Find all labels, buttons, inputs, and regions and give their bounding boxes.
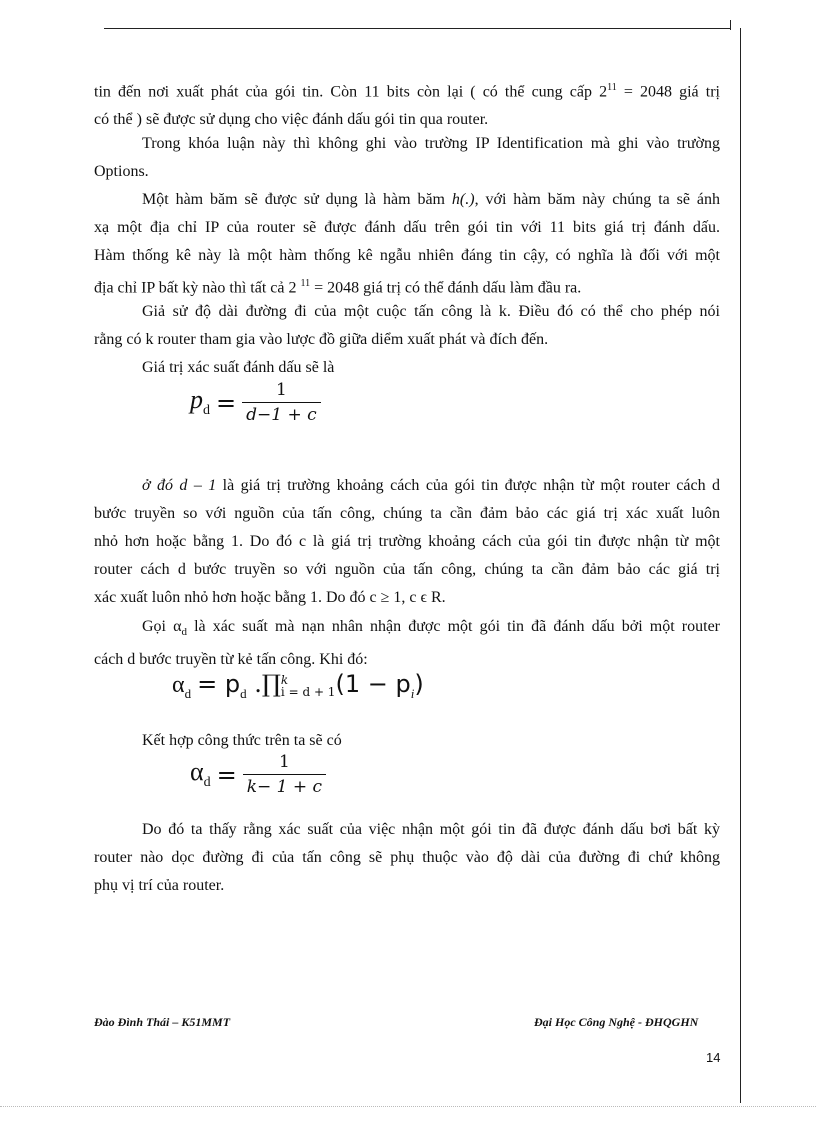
footer-author: Đào Đình Thái – K51MMT: [94, 1015, 231, 1029]
paragraph-8: [94, 727, 720, 755]
eq-equals: =: [216, 388, 237, 417]
text-line: có thể ) sẽ được sử dụng cho việc đánh dấu gói tin qua router.: [94, 111, 489, 129]
text-line: xạ một địa chỉ IP của router sẽ được đánh dấu trên gói tin với 11 bits giá trị đánh dấu.: [94, 219, 720, 236]
text-line: nhỏ hơn hoặc bằng 1. Do đó c là giá trị trường khoảng cách của gói tin được nhận từ một: [94, 533, 720, 550]
text-line: rằng có k router tham gia vào lược đồ giữa diểm xuất phát và đích đến.: [94, 331, 549, 348]
page-frame-top: [104, 28, 730, 29]
paragraph-7: [94, 613, 720, 674]
page-frame-corner: [730, 20, 731, 30]
paragraph-2: [94, 130, 720, 186]
text-line: Một hàm băm sẽ được sử dụng là hàm băm h(.), với hàm băm này chúng ta sẽ ánh: [142, 191, 720, 208]
paragraph-9: [94, 816, 720, 900]
paragraph-1: [94, 74, 720, 134]
text-line: router nào dọc đường đi của tấn công sẽ phụ thuộc vào độ dài của đường đi chứ không: [94, 849, 720, 866]
text-line: địa chỉ IP bất kỳ nào thì tất cả 2 $^{11}$ = 2048 giá trị có thể đánh dấu làm đầu ra.: [94, 278, 582, 297]
text-line: Options.: [94, 163, 149, 180]
paragraph-3: [94, 186, 720, 302]
text-line: ở đó d – 1 là giá trị trường khoảng cách của gói tin được nhận từ một router cách d: [142, 477, 720, 494]
eq-fraction: $\frac{1}{k- 1 + c}$: [243, 752, 326, 797]
eq-lhs: $p_d$: [190, 385, 210, 419]
page-bottom-divider: [0, 1106, 816, 1107]
paragraph-6: [94, 472, 720, 612]
text-line: phụ vị trí của router.: [94, 877, 225, 894]
text-line: Giá trị xác suất đánh dấu sẽ là: [142, 359, 335, 376]
page-frame-right: [740, 28, 741, 1103]
text-line: Giả sử độ dài đường đi của một cuộc tấn công là k. Điều đó có thể cho phép nói: [142, 303, 720, 320]
text-line: xác xuất luôn nhỏ hơn hoặc bằng 1. Do đó c ≥ 1, c ϵ R.: [94, 589, 446, 606]
text-line: bước truyền so với nguồn của tấn công, chúng ta cần đảm bảo các giá trị xác xuất luôn: [94, 505, 720, 522]
footer-institution: Đại Học Công Nghệ - ĐHQGHN: [534, 1015, 699, 1029]
equation-pd: [190, 380, 321, 425]
eq-fraction: $\frac{1}{d-1 + c}$: [242, 380, 321, 425]
paragraph-5: [94, 354, 720, 382]
equation-alpha-product: $\alpha_d = p_d$ .∏ k i = d + 1 $(1 - p_i)$: [172, 670, 424, 701]
text-line: Kết hợp công thức trên ta sẽ có: [142, 732, 342, 749]
text-line: tin đến nơi xuất phát của gói tin. Còn 11 bits còn lại ( có thể cung cấp $2^{11} = 2048$ giá trị: [94, 82, 720, 101]
text-line: cách d bước truyền từ kẻ tấn công. Khi đó:: [94, 651, 368, 669]
text-line: Do đó ta thấy rằng xác suất của việc nhận một gói tin đã được đánh dấu bơi bất kỳ: [142, 821, 720, 838]
text-line: Hàm thống kê này là một hàm thống kê ngẫu nhiên đáng tin cậy, có nghĩa là đối với một: [94, 247, 720, 264]
eq-lhs: $\alpha_d$: [190, 757, 211, 791]
paragraph-4: [94, 298, 720, 354]
page-number: 14: [706, 1050, 721, 1065]
text-line: router cách d bước truyền so với nguồn của tấn công, chúng ta cần đảm bảo các giá trị: [94, 561, 720, 578]
equation-alpha-result: [190, 752, 326, 797]
text-line: Gọi $\alpha_d$ là xác suất mà nạn nhân nhận được một gói tin đã đánh dấu bởi một router: [142, 618, 720, 639]
eq-equals: =: [216, 760, 237, 789]
text-line: Trong khóa luận này thì không ghi vào trường IP Identification mà ghi vào trường: [142, 135, 720, 152]
